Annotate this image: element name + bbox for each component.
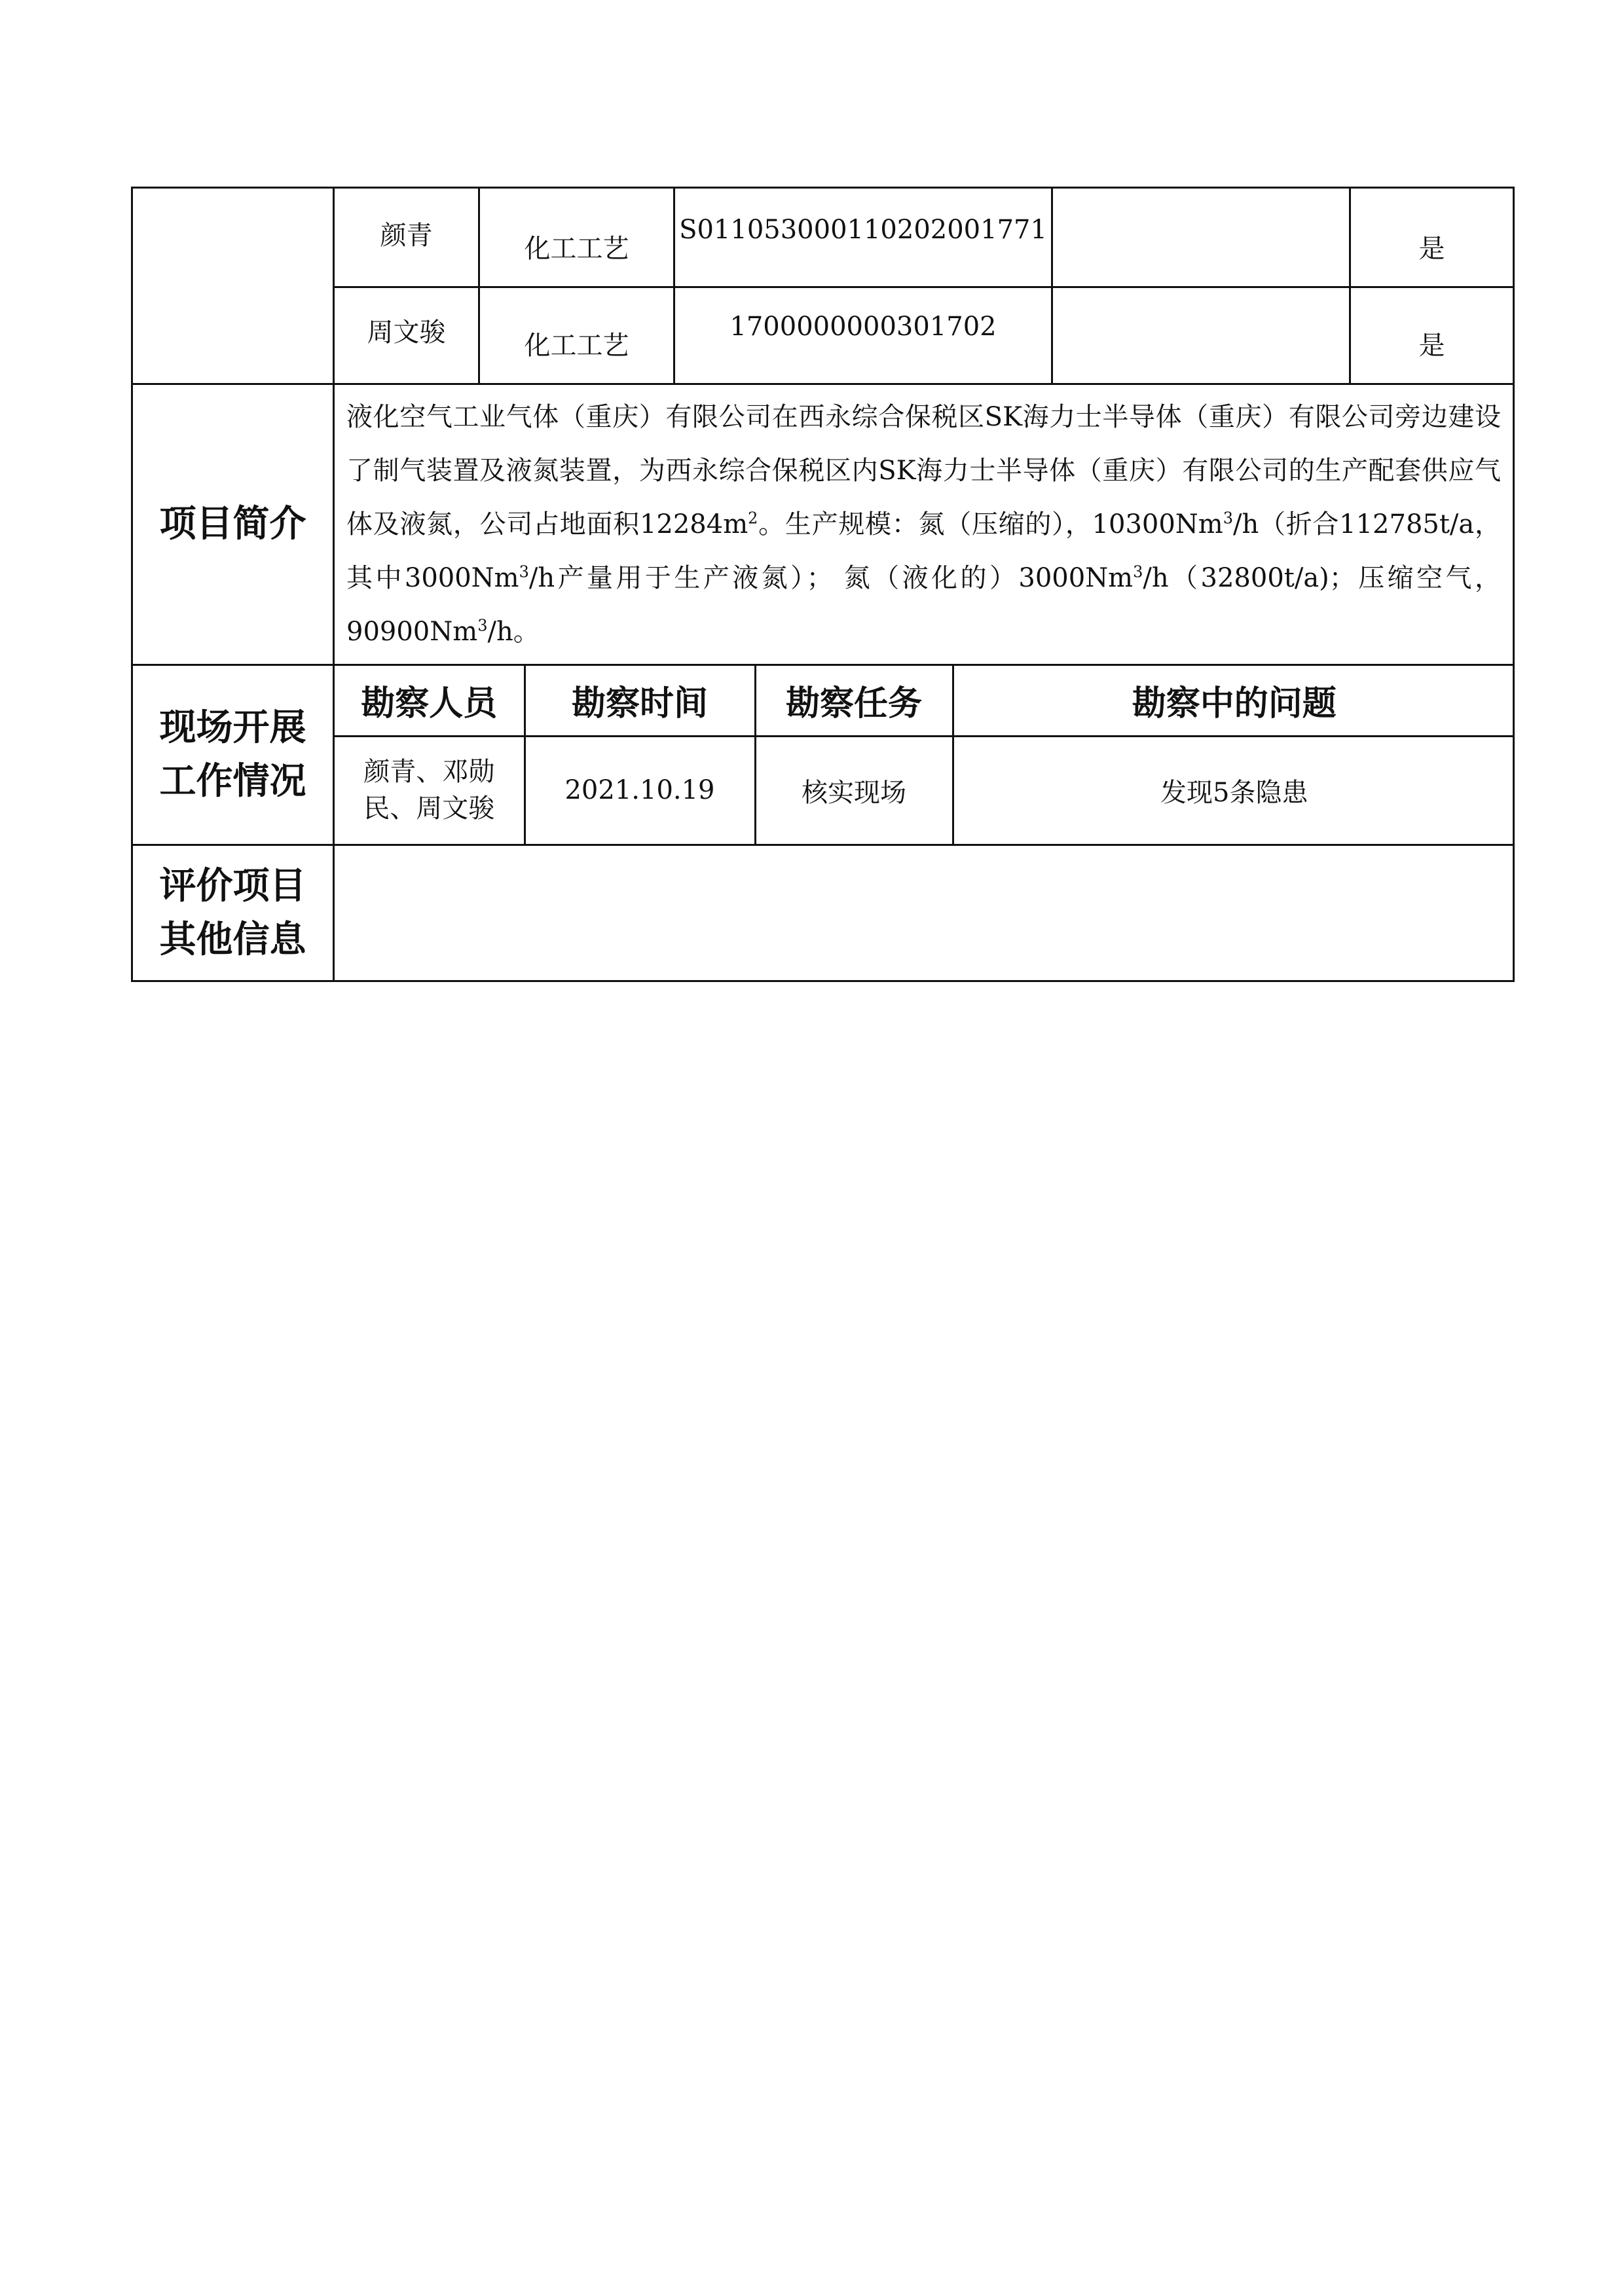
site-work-label xyxy=(132,665,334,845)
superscript: 3 xyxy=(477,616,488,635)
other-info-value xyxy=(334,845,1514,981)
personnel-row xyxy=(132,188,1514,287)
header-survey-issues: 勘察中的问题 xyxy=(953,666,1515,736)
site-work-content xyxy=(334,665,1514,845)
superscript: 3 xyxy=(1133,562,1143,581)
other-info-row xyxy=(132,845,1514,981)
other-info-label xyxy=(132,845,334,981)
evaluation-table xyxy=(131,187,1515,982)
person-specialty: 化工工艺 xyxy=(479,188,674,287)
person-note xyxy=(1052,287,1350,384)
person-cert-number: S011053000110202001771 xyxy=(674,188,1052,287)
header-survey-time: 勘察时间 xyxy=(525,666,755,736)
person-name: 颜青 xyxy=(334,188,479,287)
project-intro-text xyxy=(334,384,1514,665)
survey-task: 核实现场 xyxy=(755,736,953,844)
person-cert-number: 1700000000301702 xyxy=(674,287,1052,384)
intro-text-part: /h（32800t/a)；压缩空气，90900Nm xyxy=(346,563,1501,647)
superscript: 3 xyxy=(1223,509,1234,528)
person-note xyxy=(1052,188,1350,287)
survey-date: 2021.10.19 xyxy=(525,736,755,844)
surveyors-cell xyxy=(335,736,525,844)
person-flag: 是 xyxy=(1350,287,1514,384)
site-work-label-line: 现场开展 xyxy=(159,706,306,749)
personnel-label-cell xyxy=(132,188,334,384)
surveyors-line: 民、周文骏 xyxy=(363,793,495,824)
surveyors-line: 颜青、邓勋 xyxy=(363,757,495,788)
intro-text-part: /h。 xyxy=(487,617,540,647)
intro-text-part: 。生产规模：氮（压缩的），10300Nm xyxy=(758,509,1223,539)
site-work-data-row xyxy=(335,736,1515,844)
superscript: 2 xyxy=(748,509,758,528)
site-work-label-line: 工作情况 xyxy=(159,760,306,803)
intro-text-part: 液化空气工业气体（重庆）有限公司在西永综合保税区SK海力士半导体（重庆）有限公司旁边建设了制气装置及液氮装置，为西永综合保税区内SK海力士半导体（重庆）有限公司的生产配套供应气体及液氮，公司占地面积12284m xyxy=(346,402,1501,539)
personnel-row xyxy=(132,287,1514,384)
intro-text-part: /h产量用于生产液氮）； 氮（液化的）3000Nm xyxy=(528,563,1134,593)
project-intro-row xyxy=(132,384,1514,665)
header-survey-task: 勘察任务 xyxy=(755,666,953,736)
superscript: 3 xyxy=(519,562,529,581)
other-info-label-line: 其他信息 xyxy=(159,918,306,961)
survey-issues: 发现5条隐患 xyxy=(953,736,1515,844)
header-surveyors: 勘察人员 xyxy=(335,666,525,736)
person-name: 周文骏 xyxy=(334,287,479,384)
site-work-header-row xyxy=(335,666,1515,736)
other-info-label-line: 评价项目 xyxy=(159,864,306,907)
site-work-row xyxy=(132,665,1514,845)
intro-text-part: /h（折合112785t/a，其中3000Nm xyxy=(346,509,1501,593)
project-intro-label: 项目简介 xyxy=(132,384,334,665)
person-specialty: 化工工艺 xyxy=(479,287,674,384)
person-flag: 是 xyxy=(1350,188,1514,287)
site-work-table xyxy=(335,666,1515,844)
